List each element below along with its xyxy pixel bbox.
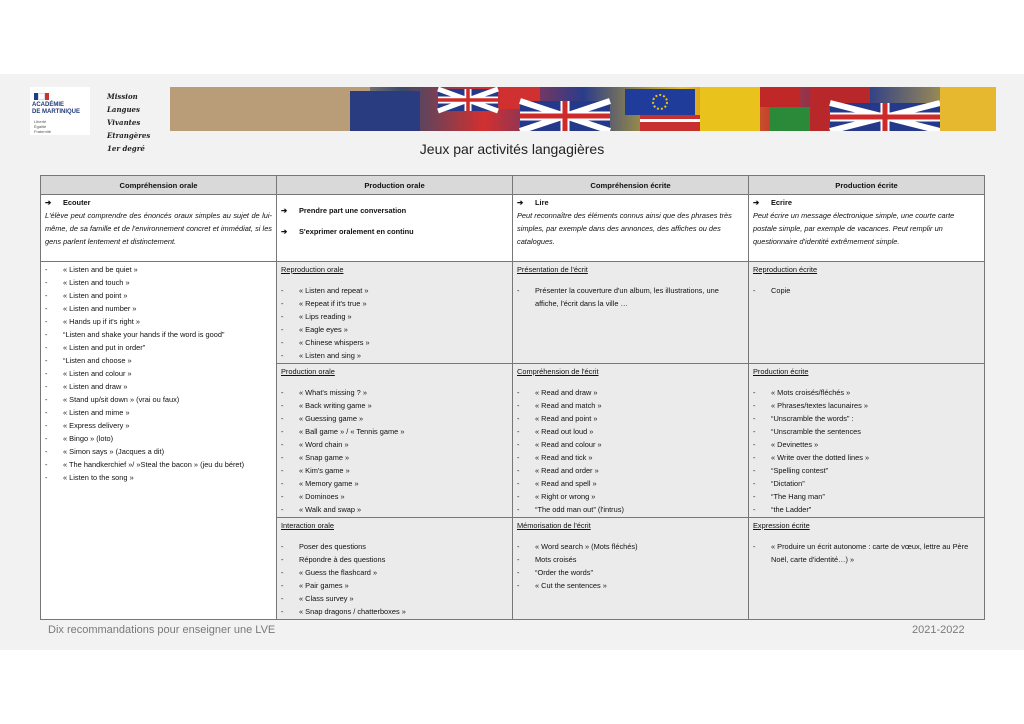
list-item-text: « Listen and mime » xyxy=(63,408,130,417)
list-item xyxy=(753,464,980,477)
list-item-text: « Memory game » xyxy=(299,479,359,488)
list-item-text: “Spelling contest” xyxy=(771,466,829,475)
block-cell xyxy=(277,262,513,364)
bullet-dash: - xyxy=(281,414,284,423)
bullet-dash: - xyxy=(517,401,520,410)
list-item xyxy=(45,471,272,484)
intro-label: Lire xyxy=(535,198,549,207)
bullet-dash: - xyxy=(517,286,520,295)
list-item-text: “Listen and shake your hands if the word is good” xyxy=(63,330,225,339)
bullet-dash: - xyxy=(517,440,520,449)
list-item-text: « Listen and number » xyxy=(63,304,137,313)
table-header-row xyxy=(41,176,985,195)
list-item xyxy=(45,328,272,341)
list-item xyxy=(45,289,272,302)
flag-red-stripe xyxy=(45,93,49,100)
list-item xyxy=(517,464,744,477)
list-item xyxy=(45,458,272,471)
bullet-dash: - xyxy=(281,299,284,308)
list-item xyxy=(45,393,272,406)
list-item-text: « Write over the dotted lines » xyxy=(771,453,870,462)
intro-label: Ecrire xyxy=(771,198,792,207)
list-item xyxy=(281,592,508,605)
arrow-icon: ➔ xyxy=(517,198,524,207)
bullet-dash: - xyxy=(281,479,284,488)
list-item-text: « Word chain » xyxy=(299,440,349,449)
intro-row xyxy=(41,195,985,262)
list-item-text: “Dictation” xyxy=(771,479,805,488)
list-item xyxy=(281,490,508,503)
block-cell xyxy=(749,518,985,620)
bullet-dash: - xyxy=(281,581,284,590)
list-item-text: « Read and point » xyxy=(535,414,598,423)
list-item xyxy=(753,399,980,412)
list-item xyxy=(753,425,980,438)
list-item-text: « Chinese whispers » xyxy=(299,338,370,347)
bullet-dash: - xyxy=(517,505,520,514)
bullet-dash: - xyxy=(517,414,520,423)
list-item-text: Poser des questions xyxy=(299,542,366,551)
list-item-text: “The odd man out” (l'intrus) xyxy=(535,505,624,514)
flags-banner-image xyxy=(170,87,996,131)
list-item xyxy=(281,284,508,297)
bullet-dash: - xyxy=(281,505,284,514)
list-item-text: « Read and match » xyxy=(535,401,602,410)
column-header: Compréhension orale xyxy=(41,176,277,195)
section-title: Production écrite xyxy=(753,367,809,376)
bullet-dash: - xyxy=(753,414,756,423)
bullet-dash: - xyxy=(753,505,756,514)
bullet-dash: - xyxy=(45,434,48,443)
list-item-text: « Dominoes » xyxy=(299,492,345,501)
list-item-text: « Listen and point » xyxy=(63,291,128,300)
list-item xyxy=(281,412,508,425)
arrow-icon: ➔ xyxy=(281,227,288,236)
bullet-dash: - xyxy=(753,427,756,436)
intro-description: Peut écrire un message électronique simple, une courte carte postale simple, par exemple de vacances. Peut remplir un questionnaire d'identité extrêmement simple. xyxy=(753,211,955,246)
mission-line: Langues Vivantes xyxy=(107,105,141,127)
intro-item xyxy=(281,204,508,217)
bullet-dash: - xyxy=(281,568,284,577)
section-title: Expression écrite xyxy=(753,521,810,530)
column-header: Production écrite xyxy=(749,176,985,195)
bullet-dash: - xyxy=(45,395,48,404)
list-item xyxy=(281,605,508,618)
list-item xyxy=(517,503,744,516)
list-item xyxy=(753,477,980,490)
list-item-text: « What's missing ? » xyxy=(299,388,367,397)
list-item xyxy=(45,315,272,328)
mission-line: Etrangères xyxy=(107,131,151,140)
academy-name xyxy=(32,102,80,116)
list-item-text: « Word search » (Mots fléchés) xyxy=(535,542,638,551)
column-header: Production orale xyxy=(277,176,513,195)
bullet-dash: - xyxy=(281,338,284,347)
list-item-text: Répondre à des questions xyxy=(299,555,386,564)
list-item xyxy=(45,302,272,315)
list-item-text: « Lips reading » xyxy=(299,312,352,321)
list-item xyxy=(281,297,508,310)
list-item xyxy=(45,406,272,419)
section-title: Interaction orale xyxy=(281,521,334,530)
list-item xyxy=(753,438,980,451)
section-title: Présentation de l'écrit xyxy=(517,265,588,274)
list-item xyxy=(281,464,508,477)
list-item-text: « Listen and sing » xyxy=(299,351,362,360)
bullet-dash: - xyxy=(281,427,284,436)
bullet-dash: - xyxy=(753,492,756,501)
bullet-dash: - xyxy=(517,466,520,475)
list-item xyxy=(753,386,980,399)
academy-line: DE MARTINIQUE xyxy=(32,109,80,115)
list-item-text: « Class survey » xyxy=(299,594,354,603)
list-item-text: « Pair games » xyxy=(299,581,349,590)
list-item xyxy=(517,477,744,490)
block-cell xyxy=(513,262,749,364)
bullet-dash: - xyxy=(753,286,756,295)
intro-heading xyxy=(517,196,744,209)
list-item-text: « Cut the sentences » xyxy=(535,581,607,590)
bullet-dash: - xyxy=(517,427,520,436)
section-title: Compréhension de l'écrit xyxy=(517,367,599,376)
list-item xyxy=(517,540,744,553)
intro-listening xyxy=(41,195,277,262)
list-item xyxy=(45,432,272,445)
list-item-text: « Read out loud » xyxy=(535,427,594,436)
french-flag-icon xyxy=(34,93,49,100)
bullet-dash: - xyxy=(45,291,48,300)
bullet-dash: - xyxy=(281,312,284,321)
list-item xyxy=(281,438,508,451)
bullet-dash: - xyxy=(517,453,520,462)
footer-left: Dix recommandations pour enseigner une LVE xyxy=(48,624,276,636)
bullet-dash: - xyxy=(281,401,284,410)
list-item xyxy=(281,566,508,579)
intro-item-label: S'exprimer oralement en continu xyxy=(299,227,414,236)
bullet-dash: - xyxy=(753,388,756,397)
bullet-dash: - xyxy=(45,460,48,469)
page-title: Jeux par activités langagières xyxy=(419,141,605,157)
list-item xyxy=(753,490,980,503)
block-cell xyxy=(277,364,513,518)
intro-speaking xyxy=(277,195,513,262)
list-item xyxy=(517,425,744,438)
intro-description: Peut reconnaître des éléments connus ainsi que des phrases très simples, par exemple dans des annonces, des affiches ou des catalogues. xyxy=(517,211,732,246)
list-item xyxy=(45,341,272,354)
list-item-text: « Read and tick » xyxy=(535,453,593,462)
list-item-text: « Listen and touch » xyxy=(63,278,130,287)
list-item xyxy=(753,412,980,425)
list-item xyxy=(45,380,272,393)
list-item-text: « Listen and repeat » xyxy=(299,286,369,295)
list-item-text: « Snap game » xyxy=(299,453,350,462)
list-item-text: “Order the words” xyxy=(535,568,593,577)
list-item-text: « Bingo » (loto) xyxy=(63,434,114,443)
bullet-dash: - xyxy=(517,568,520,577)
list-item xyxy=(281,336,508,349)
republic-motto xyxy=(34,119,51,134)
list-item xyxy=(517,284,744,310)
list-item-text: « Guess the flashcard » xyxy=(299,568,378,577)
list-item xyxy=(281,540,508,553)
list-item xyxy=(753,451,980,464)
list-item xyxy=(753,503,980,516)
list-item xyxy=(281,503,508,516)
bullet-dash: - xyxy=(281,492,284,501)
bullet-dash: - xyxy=(281,542,284,551)
arrow-icon: ➔ xyxy=(281,206,288,215)
bullet-dash: - xyxy=(517,581,520,590)
mission-line: 1er degré xyxy=(107,144,145,153)
bullet-dash: - xyxy=(281,466,284,475)
list-item-text: “the Ladder” xyxy=(771,505,812,514)
list-item xyxy=(281,310,508,323)
list-item-text: « Right or wrong » xyxy=(535,492,596,501)
intro-reading xyxy=(513,195,749,262)
list-item-text: « Listen and be quiet » xyxy=(63,265,138,274)
bullet-dash: - xyxy=(45,447,48,456)
section-title: Production orale xyxy=(281,367,335,376)
mission-line: Mission xyxy=(107,92,138,101)
list-item xyxy=(281,477,508,490)
bullet-dash: - xyxy=(753,542,756,551)
bullet-dash: - xyxy=(45,278,48,287)
list-item xyxy=(517,553,744,566)
bullet-dash: - xyxy=(45,473,48,482)
listening-activities-list xyxy=(45,263,272,484)
list-item-text: « Kim's game » xyxy=(299,466,350,475)
intro-item-label: Prendre part une conversation xyxy=(299,206,407,215)
list-item-text: « Eagle eyes » xyxy=(299,325,348,334)
motto-line: Égalité xyxy=(34,124,47,129)
bullet-dash: - xyxy=(281,388,284,397)
list-item-text: Présenter la couverture d'un album, les illustrations, une affiche, l'écrit dans la ville … xyxy=(535,286,719,308)
list-item-text: « Back writing game » xyxy=(299,401,372,410)
list-item xyxy=(281,553,508,566)
bullet-dash: - xyxy=(45,343,48,352)
bullet-dash: - xyxy=(753,466,756,475)
list-item-text: « Mots croisés/fléchés » xyxy=(771,388,851,397)
motto-line: Liberté xyxy=(34,119,47,124)
column-header: Compréhension écrite xyxy=(513,176,749,195)
bullet-dash: - xyxy=(517,492,520,501)
activities-row xyxy=(41,262,985,364)
block-cell xyxy=(513,364,749,518)
bullet-dash: - xyxy=(45,317,48,326)
list-item-text: « Walk and swap » xyxy=(299,505,362,514)
bullet-dash: - xyxy=(281,453,284,462)
bullet-dash: - xyxy=(45,382,48,391)
list-item-text: « Ball game » / « Tennis game » xyxy=(299,427,405,436)
list-item-text: « The handkerchief »/ »Steal the bacon » (jeu du béret) xyxy=(63,460,245,469)
bullet-dash: - xyxy=(281,351,284,360)
bullet-dash: - xyxy=(45,304,48,313)
intro-writing xyxy=(749,195,985,262)
list-item-text: « Read and spell » xyxy=(535,479,597,488)
list-item xyxy=(45,367,272,380)
section-title: Reproduction écrite xyxy=(753,265,818,274)
list-item xyxy=(45,263,272,276)
list-item-text: « Devinettes » xyxy=(771,440,819,449)
list-item xyxy=(281,349,508,362)
list-item-text: « Guessing game » xyxy=(299,414,364,423)
list-item-text: « Stand up/sit down » (vrai ou faux) xyxy=(63,395,180,404)
section-title: Mémorisation de l'écrit xyxy=(517,521,591,530)
list-item xyxy=(45,445,272,458)
bullet-dash: - xyxy=(281,555,284,564)
bullet-dash: - xyxy=(753,453,756,462)
list-item-text: « Repeat if it's true » xyxy=(299,299,367,308)
list-item xyxy=(753,284,980,297)
list-item xyxy=(45,276,272,289)
list-item-text: « Listen and put in order” xyxy=(63,343,146,352)
list-item-text: « Read and colour » xyxy=(535,440,602,449)
bullet-dash: - xyxy=(45,408,48,417)
list-item xyxy=(517,412,744,425)
list-item-text: “Listen and choose » xyxy=(63,356,132,365)
list-item-text: « Phrases/textes lacunaires » xyxy=(771,401,868,410)
list-item xyxy=(517,438,744,451)
list-item-text: « Read and order » xyxy=(535,466,599,475)
intro-heading xyxy=(45,196,272,209)
list-item xyxy=(517,490,744,503)
footer-year: 2021-2022 xyxy=(912,624,965,636)
list-item-text: « Listen and draw » xyxy=(63,382,128,391)
list-item-text: « Express delivery » xyxy=(63,421,130,430)
list-item xyxy=(517,451,744,464)
list-item xyxy=(281,579,508,592)
bullet-dash: - xyxy=(753,401,756,410)
list-item-text: “The Hang man” xyxy=(771,492,825,501)
intro-heading xyxy=(753,196,980,209)
list-item xyxy=(45,419,272,432)
bullet-dash: - xyxy=(281,325,284,334)
list-item xyxy=(753,540,980,566)
language-activities-table xyxy=(40,175,985,620)
bullet-dash: - xyxy=(281,286,284,295)
list-item-text: Mots croisés xyxy=(535,555,577,564)
list-item xyxy=(281,323,508,336)
list-item-text: « Listen and colour » xyxy=(63,369,132,378)
bullet-dash: - xyxy=(753,479,756,488)
list-item-text: “Unscramble the words” : xyxy=(771,414,854,423)
list-item xyxy=(517,579,744,592)
listening-activities-cell xyxy=(41,262,277,620)
list-item-text: « Produire un écrit autonome : carte de vœux, lettre au Père Noël, carte d'identité…) » xyxy=(771,542,969,564)
list-item-text: « Simon says » (Jacques a dit) xyxy=(63,447,165,456)
bullet-dash: - xyxy=(45,356,48,365)
section-title: Reproduction orale xyxy=(281,265,344,274)
list-item xyxy=(45,354,272,367)
flags-illustration xyxy=(170,87,996,131)
bullet-dash: - xyxy=(281,594,284,603)
list-item xyxy=(281,451,508,464)
bullet-dash: - xyxy=(45,421,48,430)
arrow-icon: ➔ xyxy=(753,198,760,207)
list-item xyxy=(517,386,744,399)
arrow-icon: ➔ xyxy=(45,198,52,207)
block-cell xyxy=(749,364,985,518)
bullet-dash: - xyxy=(517,555,520,564)
list-item-text: « Hands up if it's right » xyxy=(63,317,140,326)
bullet-dash: - xyxy=(281,440,284,449)
motto-line: Fraternité xyxy=(34,129,52,134)
list-item-text: « Read and draw » xyxy=(535,388,598,397)
list-item xyxy=(517,566,744,579)
list-item xyxy=(281,399,508,412)
intro-label: Ecouter xyxy=(63,198,91,207)
list-item xyxy=(281,425,508,438)
block-cell xyxy=(277,518,513,620)
list-item-text: “Unscramble the sentences xyxy=(771,427,861,436)
bullet-dash: - xyxy=(45,369,48,378)
bullet-dash: - xyxy=(517,479,520,488)
list-item xyxy=(281,386,508,399)
bullet-dash: - xyxy=(753,440,756,449)
list-item xyxy=(517,399,744,412)
intro-item xyxy=(281,225,508,238)
list-item-text: « Snap dragons / chatterboxes » xyxy=(299,607,406,616)
academy-line: ACADÉMIE xyxy=(32,102,65,108)
intro-description: L'élève peut comprendre des énoncés oraux simples au sujet de lui-même, de sa famille et de l'environnement concret et immédiat, si les gens parlent lentement et distinctement. xyxy=(45,211,272,246)
bullet-dash: - xyxy=(517,542,520,551)
list-item-text: « Listen to the song » xyxy=(63,473,134,482)
block-cell xyxy=(749,262,985,364)
bullet-dash: - xyxy=(281,607,284,616)
list-item-text: Copie xyxy=(771,286,791,295)
block-cell xyxy=(513,518,749,620)
bullet-dash: - xyxy=(517,388,520,397)
bullet-dash: - xyxy=(45,265,48,274)
bullet-dash: - xyxy=(45,330,48,339)
